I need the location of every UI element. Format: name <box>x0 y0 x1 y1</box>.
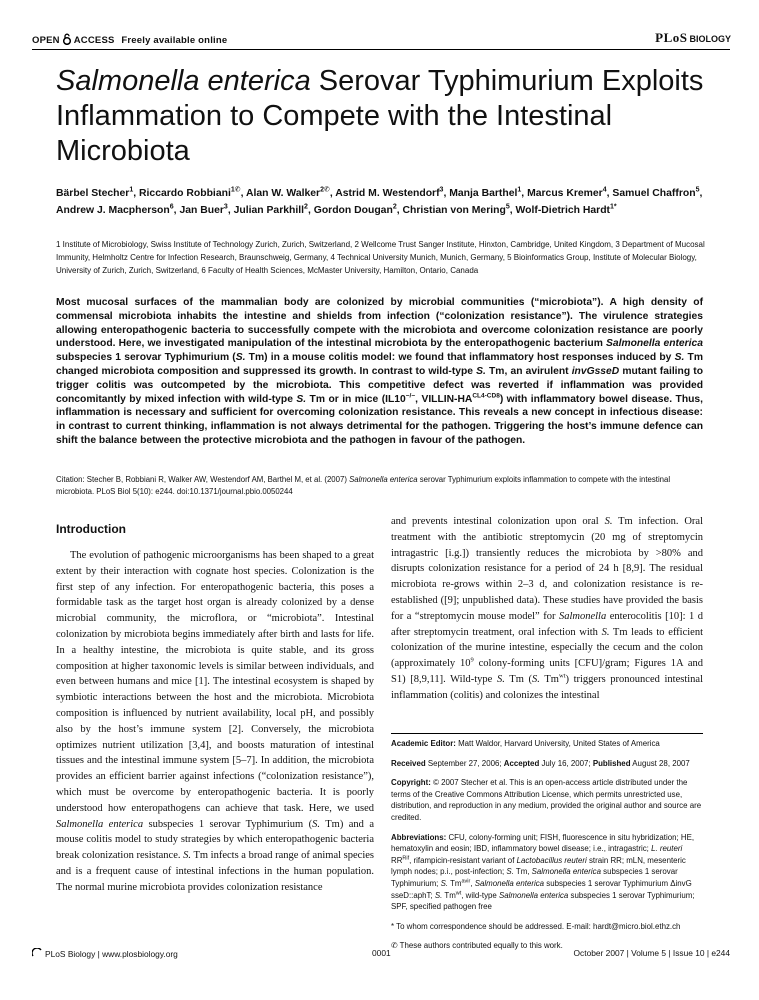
abstract-species: S. <box>674 352 685 364</box>
abstract-text: ) with inflammatory bowel disease. Thus, inflammation is necessary and sufficient for overcoming colonization resistance. This reveals a new concept in infectious disease: in contrast to current thinking, inflammation is not always detrimental for the pathogen. Triggering the host’s immune defence can shift the balance between the protective microbiota and the pathogen in favour of the pathogen. <box>56 393 703 446</box>
body-text: Tm leads to efficient colonization of the murine intestine, especially the cecum and the colon (approximately 10 <box>391 626 703 670</box>
author-name: Samuel Chaffron <box>612 188 696 199</box>
abstract-text: , VILLIN-HA <box>415 393 473 405</box>
meta-text: August 28, 2007 <box>630 758 690 768</box>
abbreviations <box>391 832 703 913</box>
body-italic: S. <box>183 850 192 862</box>
abstract-species: S. <box>296 393 307 405</box>
author-name: Jan Buer <box>179 204 224 216</box>
abstract-text: mutant failing to trigger colitis was outcompeted by the microbiota. This competitive defect was reverted if inflammation was provided concomitantly by mixed infection with wild-type <box>56 365 703 405</box>
body-text: Tm ( <box>504 673 533 685</box>
journal-header-left <box>32 33 227 48</box>
meta-text: September 27, 2006; <box>425 758 504 768</box>
body-italic: Salmonella enterica <box>56 818 144 830</box>
meta-text: Tm <box>442 890 456 900</box>
meta-text: Tm <box>448 878 462 888</box>
author-name: Christian von Mering <box>402 204 506 216</box>
body-text: and prevents intestinal colonization upon oral <box>391 516 605 527</box>
abstract <box>56 296 703 448</box>
body-text: colony-forming units [CFU]/gram; Figures 1A and S1) [8,9,11]. Wild-type <box>391 658 703 685</box>
abstract-text: Tm changed microbiota composition and suppressed its growth. In contrast to wild-type <box>56 352 703 377</box>
meta-label: Abbreviations: <box>391 832 447 842</box>
body-italic: Salmonella <box>558 610 607 622</box>
author-affiliation-sup: 1 <box>517 186 522 194</box>
section-heading: Introduction <box>56 522 126 536</box>
body-italic: S. <box>601 626 610 638</box>
meta-text: © 2007 Stecher et al. This is an open-access article distributed under the terms of the Creative Commons Attribution License, which permits unrestricted use, distribution, and reproduction in any medium, provided the original author and source are credited. <box>391 778 702 822</box>
meta-text: Matt Waldor, Harvard University, United States of America <box>455 739 660 748</box>
open-label: OPEN <box>32 35 60 46</box>
author <box>403 205 510 216</box>
meta-text: , wild-type <box>461 890 499 900</box>
meta-label: Accepted <box>503 758 540 768</box>
meta-italic: L. reuteri <box>651 844 683 854</box>
meta-text: July 16, 2007; <box>539 758 593 768</box>
author-name: Alan W. Walker <box>245 188 321 199</box>
author <box>234 205 308 216</box>
author-affiliation-sup: 2✆ <box>320 186 330 194</box>
body-text: Tm infects a broad range of animal species and is a frequent cause of intestinal infections in the human population. The normal murine microbiota provides colonization resistance <box>56 850 374 893</box>
access-label: ACCESS <box>73 35 115 46</box>
body-left-column <box>56 518 374 896</box>
body-text: ) triggers pronounced intestinal inflammation (colitis) and colonizes the intestinal <box>391 673 703 701</box>
abstract-text: Most mucosal surfaces of the mammalian body are colonized by microbial communities (“microbiota”). A high density of commensal microbiota inhabits the intestine and shields from infection (“colonization resistance”). The virulence strategies allowing enteropathogenic bacteria to successfully compete with the microbiota and overcome colonization resistance are poorly understood. Here, we investigated manipulation of the intestinal microbiota by the enteropathogenic bacterium <box>56 297 703 350</box>
body-text: Tm <box>539 673 559 685</box>
author-affiliation-sup: 2 <box>304 203 308 211</box>
meta-text: subspecies 1 serovar Typhimurium; SPF, specified pathogen free <box>391 890 695 912</box>
body-right-column <box>391 514 703 704</box>
open-access-lock-icon <box>62 33 72 48</box>
author-affiliation-sup: 2 <box>392 203 397 211</box>
body-text: enterocolitis [10]: 1 d after streptomycin treatment, oral infection with <box>391 610 704 638</box>
meta-italic: Salmonella enterica <box>474 878 545 888</box>
author-affiliation-sup: 1* <box>610 203 617 211</box>
author <box>449 188 521 199</box>
meta-sup: Rif <box>402 855 410 862</box>
meta-italic: S. <box>440 878 449 888</box>
body-text: subspecies 1 serovar Typhimurium ( <box>143 818 313 830</box>
free-label: Freely available online <box>121 35 228 46</box>
abstract-species: S. <box>235 352 246 364</box>
abstract-species: Salmonella enterica <box>605 338 703 350</box>
author <box>56 205 174 216</box>
author-name: Manja Barthel <box>449 188 518 199</box>
meta-text: subspecies 1 serovar Typhimurium ΔinvG sseD::aphT; <box>391 878 692 900</box>
abstract-sup: CL4-CD8 <box>472 392 500 400</box>
title-rest: Serovar Typhimurium Exploits Inflammation to Compete with the Intestinal Microbiota <box>56 65 704 167</box>
citation-italic: Salmonella enterica <box>349 475 418 484</box>
intro-paragraph-continued <box>391 514 703 704</box>
author-list: Bärbel Stecher$^1$, Riccardo Robbiani$^{1✆}$, Alan W. Walker$^{2✆}$, Astrid M. Westendorf$^3$, Manja Barthel$^1$, Marcus Kremer$^4$, Samuel Chaffron$^5$, Andrew J. Macpherson$^6$, Jan Buer$^3$, Julian Parkhill$^2$, Gordon Dougan$^2$, Christian von Mering$^5$, Wolf-Dietrich Hardt$^{1*}$ <box>56 186 703 216</box>
title-italic: Salmonella enterica <box>56 65 311 97</box>
author <box>314 205 397 216</box>
author-affiliation-sup: 1 <box>129 186 134 194</box>
author-name: Julian Parkhill <box>233 204 305 216</box>
body-italic: S. <box>496 673 505 685</box>
author <box>246 188 330 199</box>
header-rule <box>32 49 730 50</box>
meta-label: Published <box>592 758 631 768</box>
body-sup: 9 <box>470 656 474 664</box>
author <box>516 205 617 216</box>
citation <box>56 474 703 498</box>
affiliations: 1 Institute of Microbiology, Swiss Institute of Technology Zurich, Zurich, Switzerland, 2 Wellcome Trust Sanger Institute, Hinxton, Cambridge, United Kingdom, 3 Department of Mucosal Immunity, Helmholtz Centre for Infection Research, Braunschweig, Germany, 4 Technical University Munich, Munich, Germany, 5 Bioinformatics Group, Institute of Molecular Biology, University of Zurich, Zurich, Switzerland, 6 Faculty of Health Sciences, McMaster University, Hamilton, Ontario, Canada <box>56 240 705 276</box>
article-metadata <box>391 738 703 960</box>
author-affiliation-sup: 1✆ <box>230 186 241 194</box>
author-name: Wolf-Dietrich Hardt <box>515 204 611 216</box>
author-affiliation-sup: 4 <box>602 186 607 194</box>
abstract-species: S. <box>476 365 486 377</box>
body-italic: S. <box>532 673 540 685</box>
meta-text: CFU, colony-forming unit; FISH, fluorescence in situ hybridization; HE, hematoxylin and eosin; IBD, inflammatory bowel disease; i.e., intragastric; <box>391 832 695 854</box>
footer-issue: October 2007 | Volume 5 | Issue 10 | e244 <box>573 948 730 958</box>
abstract-text: subspecies 1 serovar Typhimurium ( <box>56 352 236 364</box>
equal-contribution: ✆ These authors contributed equally to this work. <box>391 941 563 951</box>
author <box>139 188 241 199</box>
abstract-text: Tm) in a mouse colitis model: we found that inflammatory host responses induced by <box>245 352 675 364</box>
meta-text: strain RR; mLN, mesenteric lymph nodes; p.i., post-infection; <box>391 855 686 877</box>
plos-logo-text: PLoS <box>655 30 688 45</box>
author-name: Marcus Kremer <box>527 188 603 199</box>
citation-text: serovar Typhimurium exploits inflammation to compete with the intestinal microbiota. PLoS Biol 5(10): e244. doi:10.1371/journal.pbio.0050244 <box>56 475 671 496</box>
meta-top-rule <box>391 733 703 734</box>
body-italic: S. <box>604 516 613 527</box>
body-italic: S. <box>312 818 321 830</box>
meta-label: Copyright: <box>391 778 431 788</box>
copyright <box>391 777 703 823</box>
author-name: Astrid M. Westendorf <box>335 188 440 199</box>
meta-text: , <box>470 878 475 888</box>
body-text: Tm infection. Oral treatment with the antibiotic streptomycin (20 mg of streptomycin intragastric [i.g.]) transiently reduces the microbiota by >80% and disrupts colonization resistance for a period of 24 h [8,9]. The residual microbiota re-grows within 2–3 d, and colonization resistance is re-established ([9]; unpublished data). These studies have provided the basis for a “streptomycin mouse model” for <box>391 516 704 622</box>
author-affiliation-sup: 5 <box>505 203 510 211</box>
page-number: 0001 <box>372 948 391 958</box>
author <box>527 188 607 199</box>
author <box>612 188 699 199</box>
abstract-gene: invGsseD <box>571 365 620 377</box>
author-name: Andrew J. Macpherson <box>56 204 170 216</box>
abstract-text: Tm, an avirulent <box>485 365 572 377</box>
author-name: Gordon Dougan <box>313 204 393 216</box>
abstract-sup: −/− <box>405 392 416 400</box>
footer-journal: PLoS Biology | www.plosbiology.org <box>45 949 178 959</box>
meta-text: Tm, <box>513 867 532 877</box>
author <box>179 205 227 216</box>
meta-text: RR <box>391 855 403 865</box>
article-title <box>56 64 716 169</box>
body-sup: wt <box>558 672 566 680</box>
meta-italic: S. <box>434 890 443 900</box>
meta-label: Received <box>391 758 426 768</box>
academic-editor <box>391 738 703 750</box>
meta-sup: wt <box>455 889 462 896</box>
author-name: Riccardo Robbiani <box>139 188 231 199</box>
meta-label: Academic Editor: <box>391 739 456 748</box>
meta-italic: S. <box>506 867 514 877</box>
author-affiliation-sup: 6 <box>169 203 174 211</box>
correspondence: * To whom correspondence should be addressed. E-mail: hardt@micro.biol.ethz.ch <box>391 921 681 931</box>
plos-arc-icon <box>32 948 42 960</box>
body-text: The evolution of pathogenic microorganisms has been shaped to a great extent by their interaction with cognate host species. Colonization is the first step of any infection. For enteropathogenic bacteria, this poses a formidable task as the target host organ is already colonized by a dense microbial community, the microflora, or “microbiota”. Intestinal colonization by microbiota begins immediately after birth and lasts for life. In a healthy intestine, the microbiota is quite stable, and its gross composition at higher taxonomic levels is similar between individuals, and even between humans and mice [1]. The intestinal ecosystem is shaped by symbiotic interactions between the host and the microbiota. Microbiota composition is influenced by nutrient availability, local pH, and possibly also by the host’s immune system [2]. Conversely, the microbiota optimizes nutrient utilization [3,4], and boosts maturation of intestinal tissues and the intestinal immune system [5–7]. In addition, the microbiota provides an efficient barrier against infections (“colonization resistance”), which must be overcome by enteropathogenic bacteria. It is poorly understood how enteropathogens can achieve that task. Here, we used <box>56 550 374 814</box>
meta-italic: Salmonella enterica <box>531 867 601 877</box>
footer-left <box>32 948 178 960</box>
dates <box>391 758 703 770</box>
author-name: Bärbel Stecher <box>56 188 130 199</box>
author <box>335 188 443 199</box>
meta-italic: Lactobacillus reuteri <box>516 855 587 865</box>
body-text: Tm) and a mouse colitis model to study strategies by which enteropathogenic bacteria break colonization resistance. <box>56 818 374 862</box>
author-affiliation-sup: 3 <box>439 186 444 194</box>
meta-italic: Salmonella enterica <box>499 890 569 900</box>
meta-text: subspecies 1 serovar Typhimurium; <box>391 867 678 888</box>
author-affiliation-sup: 3 <box>223 203 228 211</box>
author <box>56 188 133 199</box>
intro-paragraph <box>56 548 374 896</box>
citation-text: Citation: Stecher B, Robbiani R, Walker AW, Westendorf AM, Barthel M, et al. (2007) <box>56 475 350 484</box>
meta-sup: avir <box>461 878 471 885</box>
biology-logo-text: BIOLOGY <box>689 34 731 44</box>
author-affiliation-sup: 5 <box>695 186 700 194</box>
abstract-text: Tm or in mice (IL10 <box>306 393 406 405</box>
journal-logo <box>655 30 731 46</box>
meta-text: , rifampicin-resistant variant of <box>409 855 517 865</box>
